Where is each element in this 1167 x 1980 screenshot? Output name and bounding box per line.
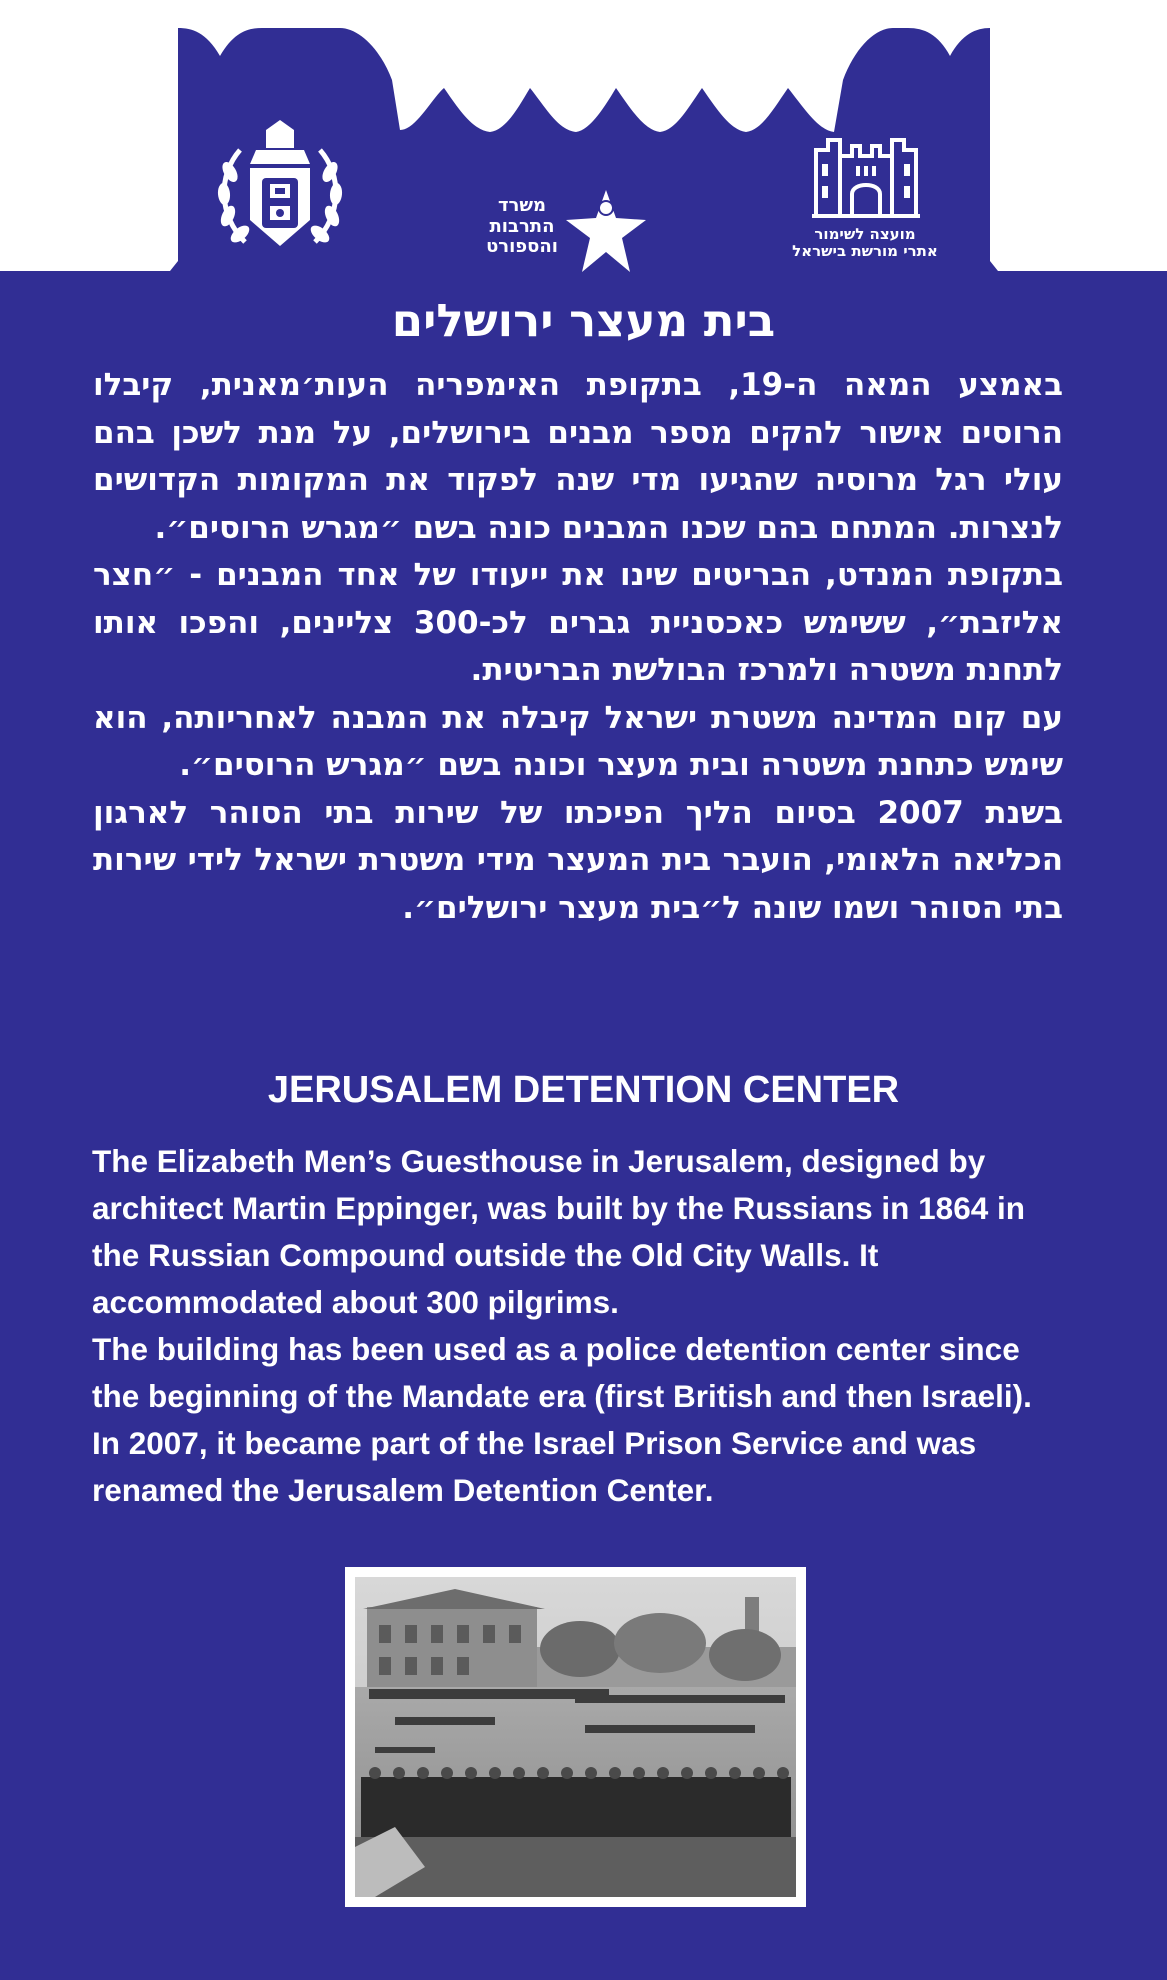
photo-frame	[345, 1567, 806, 1907]
star-logo-icon	[562, 186, 650, 276]
ministry-caption-line: משרד	[497, 195, 547, 216]
historic-parade-photo	[355, 1577, 796, 1897]
prison-service-emblem-icon	[210, 120, 350, 260]
hebrew-title: בית מעצר ירושלים	[391, 294, 776, 347]
photo-building	[367, 1607, 537, 1697]
hebrew-paragraph: בשנת 2007 בסיום הליך הפיכתו של שירות בתי הסוהר לארגון הכליאה הלאומי, הועבר בית המעצר מידי משטרת ישראל לידי שירות בתי הסוהר ושמו שונה ל״בית מעצר ירושלים״.	[93, 794, 1063, 926]
hebrew-body	[93, 362, 1063, 932]
council-caption-line: מועצה לשימור	[814, 225, 916, 243]
ministry-caption-line: התרבות	[489, 215, 555, 237]
ministry-caption-line: והספורט	[486, 236, 558, 258]
photo-illustration	[355, 1577, 796, 1897]
council-caption	[770, 226, 960, 261]
hebrew-paragraph: באמצע המאה ה-19, בתקופת האימפריה העות׳מאנית, קיבלו הרוסים אישור להקים מספר מבנים בירושלים, על מנת לשכן בהם עולי רגל מרוסיה שהגיעו מדי שנה לפקוד את המקומות הקדושים לנצרות. המתחם בהם שכנו המבנים כונה בשם ״מגרש הרוסים״.	[93, 367, 1064, 546]
ministry-caption	[476, 196, 568, 258]
english-body	[92, 1138, 1062, 1514]
council-caption-line: אתרי מורשת בישראל	[792, 242, 938, 261]
hebrew-paragraph: בתקופת המנדט, הבריטים שינו את ייעודו של אחד המבנים - ״חצר אליזבת״, ששימש כאכסניית גברים לכ-300 צליינים, והפכו אותו לתחנת משטרה ולמרכז הבולשת הבריטית.	[93, 557, 1063, 688]
english-title: JERUSALEM DETENTION CENTER	[267, 1069, 900, 1111]
hebrew-paragraph: עם קום המדינה משטרת ישראל קיבלה את המבנה לאחריותה, הוא שימש כתחנת משטרה ובית מעצר וכונה בשם ״מגרש הרוסים״.	[93, 699, 1063, 783]
citadel-building-icon	[810, 120, 922, 220]
english-paragraph: The building has been used as a police detention center since the beginning of the Mandate era (first British and then Israeli). In 2007, it became part of the Israel Prison Service and was renamed the Jerusalem Detention Center.	[92, 1331, 1032, 1508]
english-paragraph: The Elizabeth Men’s Guesthouse in Jerusalem, designed by architect Martin Eppinger, was built by the Russians in 1864 in the Russian Compound outside the Old City Walls. It accommodated about 300 pilgrims.	[92, 1143, 1025, 1320]
